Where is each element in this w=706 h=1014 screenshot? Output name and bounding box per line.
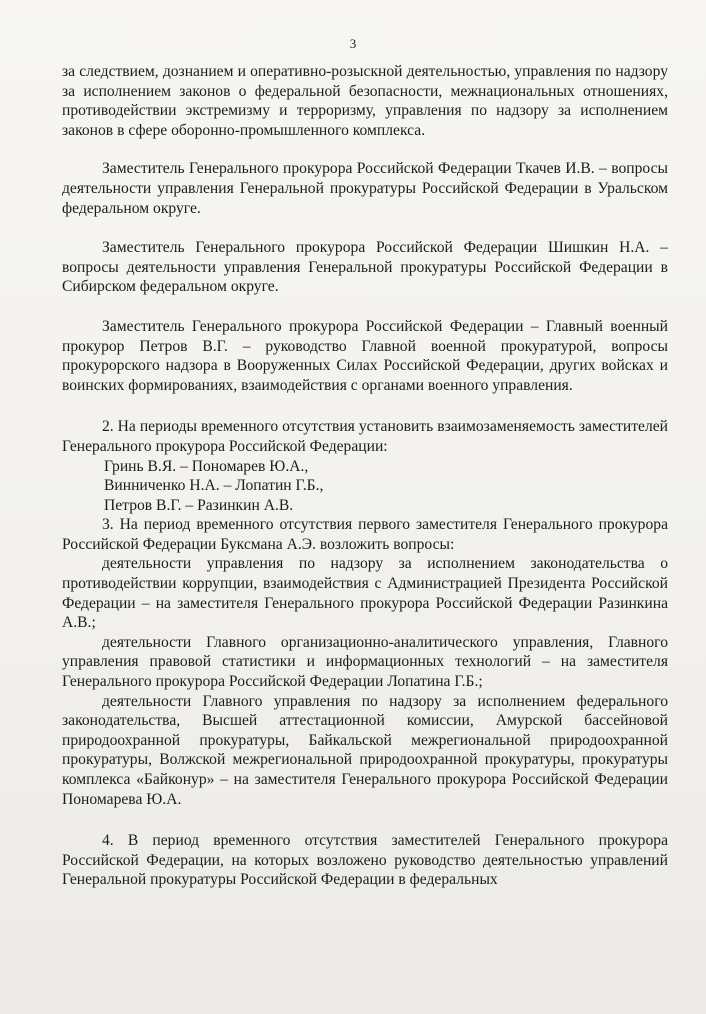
paragraph-continuation: за следствием, дознанием и оперативно-розыскной деятельностью, управления по надзору за исполнением законов о федеральной безопасности, межнациональных отношениях, противодействии экстремизму и терроризму, управления по надзору за исполнением законов в сфере оборонно-промышленного комплекса. bbox=[62, 63, 668, 139]
document-body bbox=[62, 62, 668, 890]
paragraph-ponomarev: деятельности Главного управления по надзору за исполнением федерального законодательства, Высшей аттестационной комиссии, Амурской бассейновой природоохранной прокуратуры, Байкальской межрегиональной природоохранной прокуратуры, Волжской межрегиональной природоохранной прокуратуры, прокуратуры комплекса «Байконур» – на заместителя Генерального прокурора Российской Федерации Пономарева Ю.А. bbox=[62, 692, 668, 808]
paragraph-petrov: Заместитель Генерального прокурора Российской Федерации – Главный военный прокурор Петров В.Г. – руководство Главной военной прокуратурой, вопросы прокурорского надзора в Вооруженных Силах Российской Федерации, других войсках и воинских формированиях, взаимодействия с органами военного управления. bbox=[62, 317, 668, 394]
paragraph-item-2: 2. На периоды временного отсутствия установить взаимозаменяемость заместителей Генерального прокурора Российской Федерации: bbox=[62, 418, 668, 455]
paragraph-tkachev: Заместитель Генерального прокурора Российской Федерации Ткачев И.В. – вопросы деятельности управления Генеральной прокуратуры Российской Федерации в Уральском федеральном округе. bbox=[62, 160, 668, 217]
paragraph-lopatin: деятельности Главного организационно-аналитического управления, Главного управления правовой статистики и информационных технологий – на заместителя Генерального прокурора Российской Федерации Лопатина Г.Б.; bbox=[62, 633, 668, 691]
list-item-substitution: Петров В.Г. – Разинкин А.В. bbox=[104, 496, 294, 514]
paragraph-shishkin: Заместитель Генерального прокурора Российской Федерации Шишкин Н.А. – вопросы деятельности управления Генеральной прокуратуры Российской Федерации в Сибирском федеральном округе. bbox=[62, 239, 668, 296]
paragraph-razinkin: деятельности управления по надзору за исполнением законодательства о противодействии коррупции, взаимодействия с Администрацией Президента Российской Федерации – на заместителя Генерального прокурора Российской Федерации Разинкина А.В.; bbox=[62, 555, 668, 632]
paragraph-item-4: 4. В период временного отсутствия заместителей Генерального прокурора Российской Федерации, на которых возложено руководство деятельностью управлений Генеральной прокуратуры Российской Федерации в федеральных bbox=[62, 832, 668, 889]
page-number: 3 bbox=[349, 36, 357, 51]
paragraph-item-3: 3. На период временного отсутствия первого заместителя Генерального прокурора Российской Федерации Буксмана А.Э. возложить вопросы: bbox=[62, 516, 668, 553]
list-item-substitution: Винниченко Н.А. – Лопатин Г.Б., bbox=[104, 477, 324, 495]
list-item-substitution: Гринь В.Я. – Пономарев Ю.А., bbox=[104, 457, 309, 475]
